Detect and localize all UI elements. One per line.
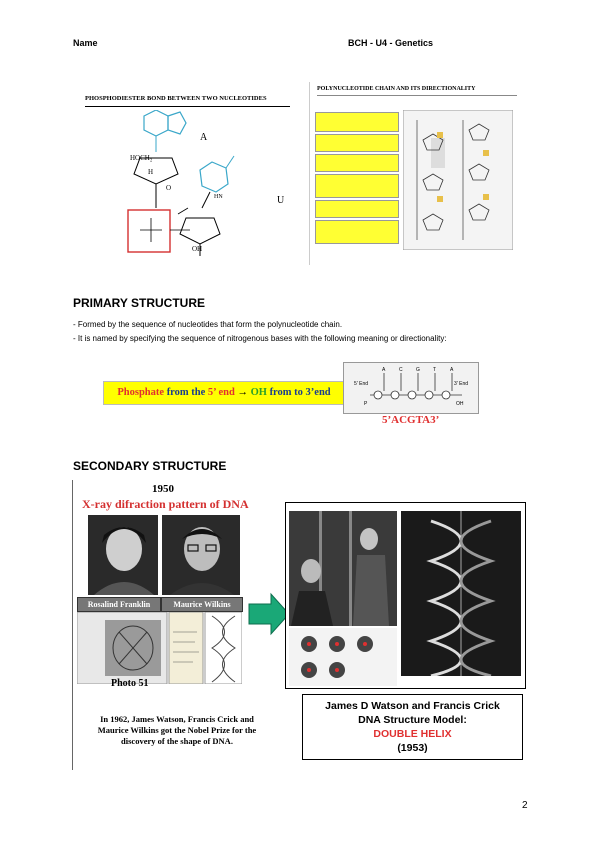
polynucleotide-chain-figure — [307, 82, 522, 265]
nobel-prize-text: In 1962, James Watson, Francis Crick and Maurice Wilkins got the Nobel Prize for the discovery of the shape of DNA. — [97, 714, 257, 746]
oh-label: OH — [456, 401, 464, 407]
course-header: BCH - U4 - Genetics — [348, 38, 434, 48]
title-rule — [85, 106, 290, 107]
diffraction-grid — [289, 628, 397, 686]
note-box-4 — [315, 174, 399, 198]
xray-pattern-images — [77, 612, 242, 684]
adenine-label: A — [200, 132, 208, 143]
sequence-diagram — [343, 362, 479, 414]
note-box-5 — [315, 200, 399, 218]
helix-model-art — [401, 511, 521, 676]
watson-crick-photo — [289, 511, 397, 626]
arrow-glyph: → — [234, 387, 251, 398]
watson-crick-names: James D Watson and Francis Crick — [325, 700, 500, 712]
hoch2-label: HOCH₂ — [130, 154, 153, 162]
from-the-text: from the — [164, 387, 208, 398]
wilkins-portrait-art — [162, 515, 240, 595]
helix-model-photo — [401, 511, 521, 676]
diffraction-grid-art — [289, 628, 397, 686]
phosphodiester-figure — [82, 82, 297, 257]
five-end-label: 5' End — [354, 381, 369, 387]
primary-bullet-2: - It is named by specifying the sequence of nitrogenous bases with the following meaning or directionality: — [73, 334, 447, 343]
oh-label-lower: OH — [192, 245, 203, 253]
primary-bullet-1: - Formed by the sequence of nucleotides that form the polynucleotide chain. — [73, 320, 343, 329]
secondary-structure-heading: SECONDARY STRUCTURE — [73, 459, 227, 473]
note-box-2 — [315, 134, 399, 152]
figure-divider — [309, 82, 310, 265]
nucleotide-structure-diagram — [82, 110, 297, 257]
double-helix-label: DOUBLE HELIX — [373, 728, 452, 740]
base-c: C — [399, 367, 403, 373]
primary-structure-heading: PRIMARY STRUCTURE — [73, 296, 206, 310]
from-to-text: from to — [266, 387, 306, 398]
sequence-example: 5’ACGTA3’ — [382, 414, 440, 426]
year-1950: 1950 — [152, 483, 174, 495]
note-box-6 — [315, 220, 399, 244]
chain-title: POLYNUCLEOTIDE CHAIN AND ITS DIRECTIONALITY — [317, 86, 476, 92]
photo-51-label: Photo 51 — [111, 678, 149, 689]
model-year: (1953) — [397, 742, 428, 754]
franklin-portrait-art — [88, 515, 158, 595]
chain-title-rule — [317, 95, 517, 96]
phosphodiester-title: PHOSPHODIESTER BOND BETWEEN TWO NUCLEOTIDES — [85, 95, 267, 102]
directionality-banner — [103, 381, 345, 405]
oh-label-upper: O — [166, 184, 172, 192]
franklin-portrait — [88, 515, 158, 595]
phosphate-word: Phosphate — [117, 387, 165, 398]
chain-diagram — [403, 110, 513, 250]
watson-crick-photo-panel — [285, 502, 526, 689]
h-label: H — [148, 168, 154, 176]
base-a1: A — [382, 367, 386, 373]
page-number: 2 — [522, 800, 528, 811]
xray-title: X-ray difraction pattern of DNA — [82, 497, 249, 511]
base-t: T — [433, 367, 437, 373]
five-end-text: 5’ end — [207, 387, 235, 398]
note-box-3 — [315, 154, 399, 172]
dna-model-box — [302, 694, 523, 760]
left-vertical-rule — [72, 480, 73, 770]
oh-word: OH — [250, 387, 267, 398]
franklin-caption: Rosalind Franklin — [77, 597, 161, 612]
wilkins-caption: Maurice Wilkins — [161, 597, 243, 612]
p-label: P — [364, 401, 368, 407]
three-end-text: 3’end — [305, 387, 331, 398]
wilkins-portrait — [162, 515, 240, 595]
uracil-label: U — [277, 195, 285, 206]
base-g: G — [416, 367, 420, 373]
hn-label: HN — [214, 194, 223, 200]
name-label: Name — [73, 38, 98, 48]
model-label: DNA Structure Model: — [358, 714, 467, 726]
note-box-1 — [315, 112, 399, 132]
three-end-label: 3' End — [454, 381, 469, 387]
base-a2: A — [450, 367, 454, 373]
watson-crick-photo-art — [289, 511, 397, 626]
